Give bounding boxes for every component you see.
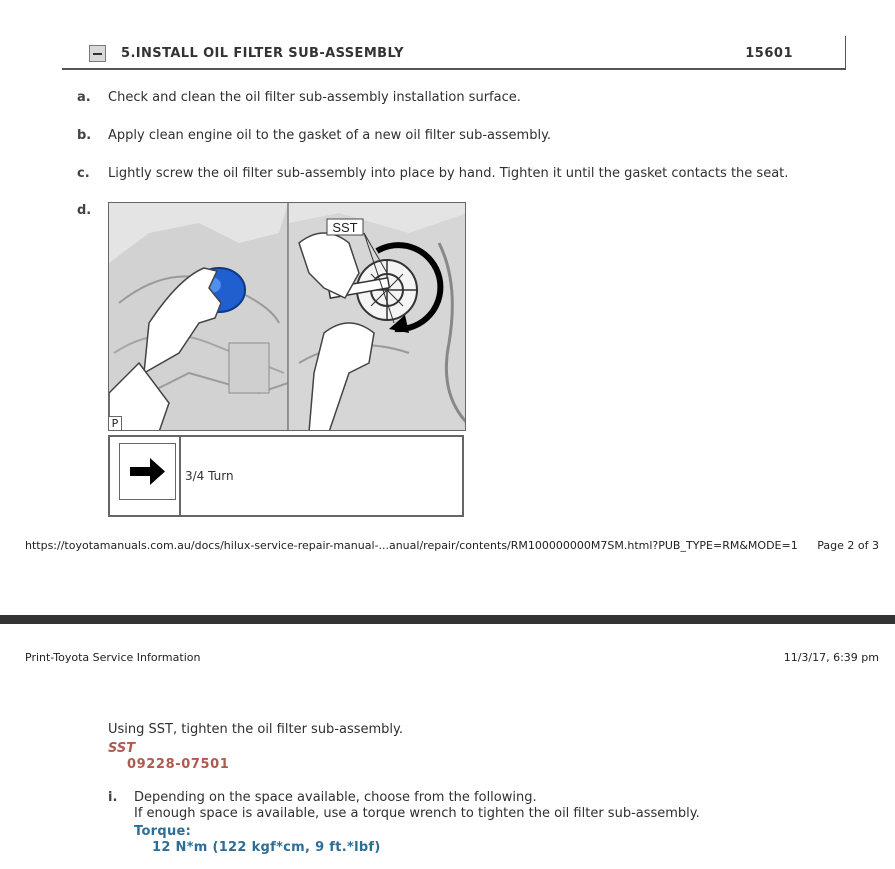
print-header-title: Print-Toyota Service Information bbox=[25, 651, 201, 664]
sst-callout: SST bbox=[332, 220, 358, 235]
legend-icon-cell bbox=[110, 437, 181, 515]
illustration-drawing bbox=[109, 203, 466, 431]
corner-mark: P bbox=[109, 416, 122, 430]
footer-page-number: Page 2 of 3 bbox=[817, 539, 879, 552]
page-divider bbox=[0, 615, 895, 624]
oil-filter-illustration bbox=[108, 202, 466, 431]
torque-label: Torque: bbox=[134, 824, 192, 839]
section-code: 15601 bbox=[745, 46, 793, 61]
sub-step-line-2: If enough space is available, use a torque wrench to tighten the oil filter sub-assembly. bbox=[134, 806, 700, 821]
sub-step-line-1: Depending on the space available, choose from the following. bbox=[134, 790, 537, 805]
footer-url[interactable]: https://toyotamanuals.com.au/docs/hilux-service-repair-manual-...anual/repair/contents/RM100000000M7SM.html?PUB_TYPE=RM&MODE=1 bbox=[25, 539, 798, 552]
arrow-right-icon bbox=[119, 443, 176, 500]
page-3-sheet bbox=[0, 624, 895, 869]
torque-value: 12 N*m (122 kgf*cm, 9 ft.*lbf) bbox=[152, 840, 381, 855]
sst-code: 09228-07501 bbox=[127, 757, 230, 772]
step-text: Check and clean the oil filter sub-assembly installation surface. bbox=[108, 90, 521, 105]
step-text: Apply clean engine oil to the gasket of a new oil filter sub-assembly. bbox=[108, 128, 552, 143]
step-label: b. bbox=[77, 128, 92, 143]
sub-step-label: i. bbox=[108, 790, 118, 805]
print-header-datetime: 11/3/17, 6:39 pm bbox=[783, 651, 879, 664]
section-title: 5.INSTALL OIL FILTER SUB-ASSEMBLY bbox=[121, 46, 404, 61]
step-label: a. bbox=[77, 90, 91, 105]
legend-table bbox=[108, 435, 464, 517]
section-header bbox=[62, 36, 846, 70]
using-sst-text: Using SST, tighten the oil filter sub-assembly. bbox=[108, 722, 404, 737]
step-text: Lightly screw the oil filter sub-assembly into place by hand. Tighten it until the gasket contacts the seat. bbox=[108, 166, 789, 181]
step-label: c. bbox=[77, 166, 90, 181]
legend-text: 3/4 Turn bbox=[185, 469, 234, 483]
step-label: d. bbox=[77, 203, 92, 218]
collapse-section-button[interactable] bbox=[89, 45, 106, 62]
sst-label: SST bbox=[108, 741, 136, 756]
